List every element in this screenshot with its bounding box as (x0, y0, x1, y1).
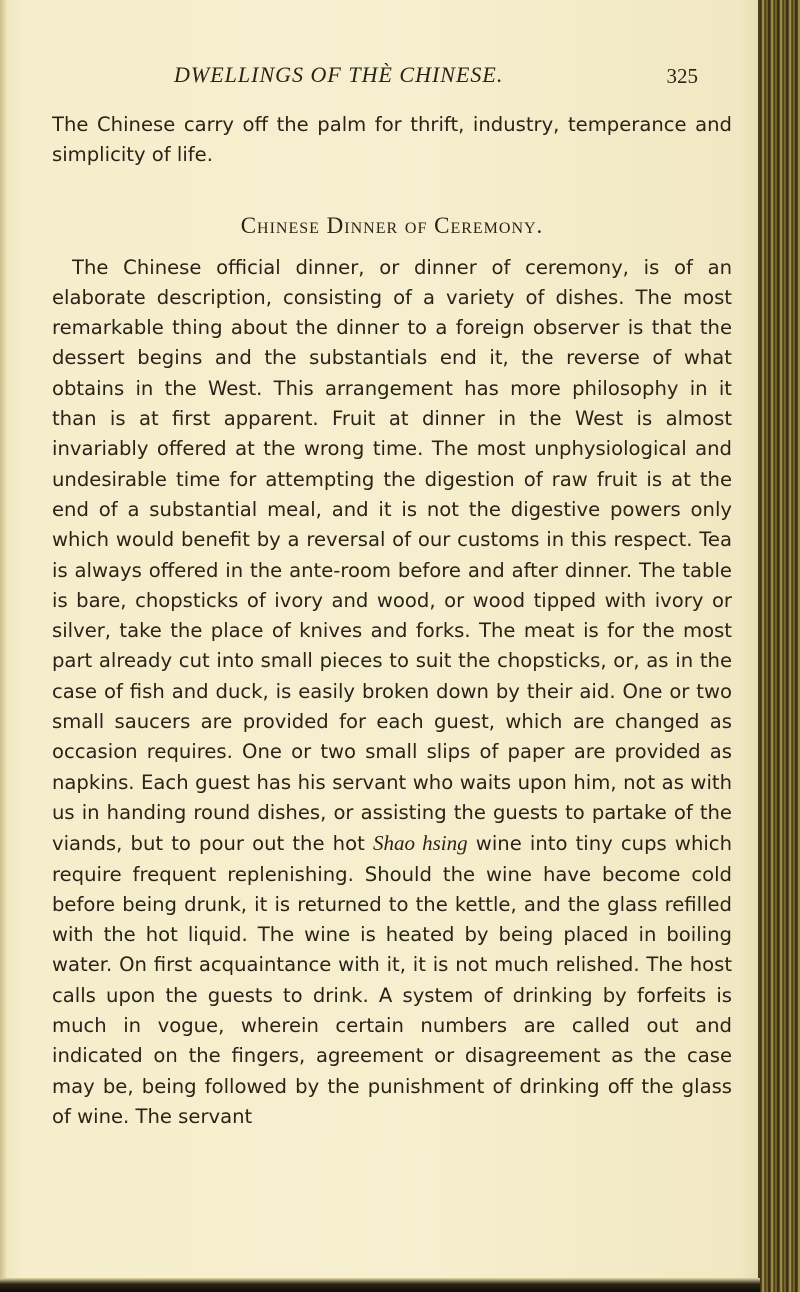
page-content (52, 110, 732, 1132)
intro-paragraph: The Chinese carry off the palm for thrift, industry, temperance and simplicity of life. (52, 113, 732, 167)
book-spine (758, 0, 800, 1292)
running-head: DWELLINGS OF THÈ CHINESE. (174, 62, 504, 87)
section-heading: Chinese Dinner of Ceremony. (240, 212, 544, 238)
page-left-edge (0, 0, 6, 1292)
page-header (52, 62, 732, 98)
page-number: 325 (666, 64, 698, 88)
body-text-part-2: wine into tiny cups which require frequent replenishing. Should the wine have become cold before being drunk, it is returned to the kettle, and the glass refilled with the hot liquid. The wine is heated by being placed in boiling water. On first acquaintance with it, it is not much relished. The host calls upon the guests to drink. A system of drinking by forfeits is much in vogue, wherein certain numbers are called out and indicated on the fingers, agreement or disagreement as the case may be, being followed by the punishment of drinking off the glass of wine. The servant (52, 832, 732, 1128)
wine-name-italic: Shao hsing (372, 831, 468, 856)
body-text-part-1: The Chinese official dinner, or dinner of ceremony, is of an elaborate description, consisting of a variety of dishes. The most remarkable thing about the dinner to a foreign observer is that the dessert begins and the substantials end it, the reverse of what obtains in the West. This arrangement has more philosophy in it than is at first apparent. Fruit at dinner in the West is almost invariably offered at the wrong time. The most unphysiological and undesirable time for attempting the digestion of raw fruit is at the end of a substantial meal, and it is not the digestive powers only which would benefit by a reversal of our customs in this respect. Tea is always offered in the ante-room before and after dinner. The table is bare, chopsticks of ivory and wood, or wood tipped with ivory or silver, take the place of knives and forks. The meat is for the most part already cut into small pieces to suit the chopsticks, or, as in the case of fish and duck, is easily broken down by their aid. One or two small saucers are provided for each guest, which are changed as occasion requires. One or two small slips of paper are provided as napkins. Each guest has his servant who waits upon him, not as with us in handing round dishes, or assisting the guests to partake of the viands, but to pour out the hot (52, 255, 732, 856)
body-paragraph (52, 253, 732, 1133)
page-bottom-edge (0, 1278, 760, 1292)
